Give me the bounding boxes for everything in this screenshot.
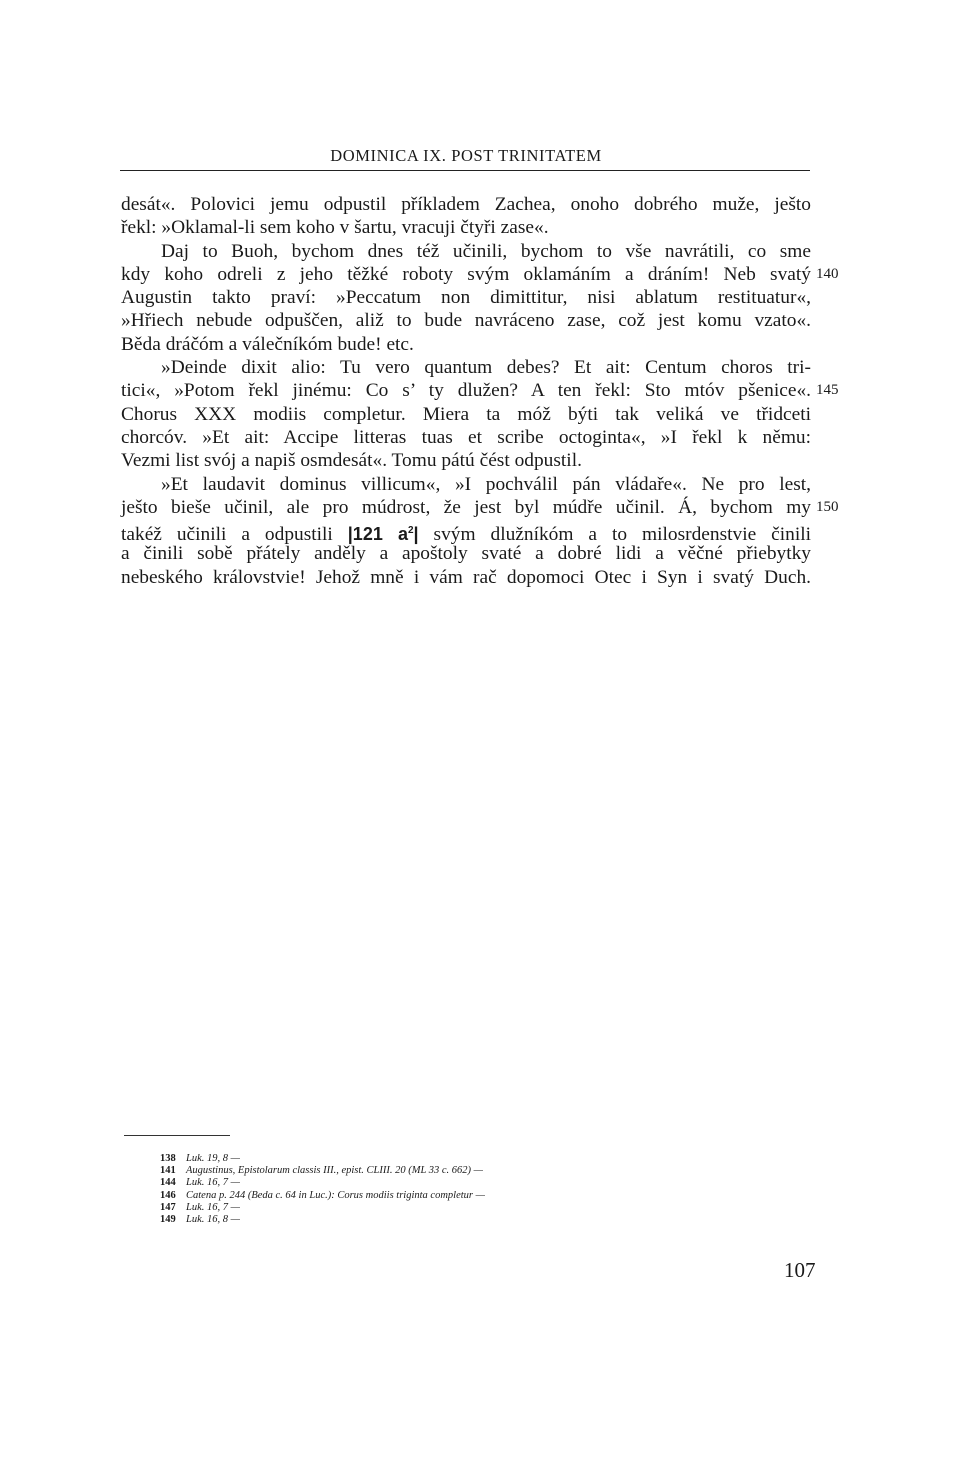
footnote	[160, 1190, 680, 1202]
text-segment: takéž učinili a odpustili	[121, 524, 348, 546]
text-line: Vezmi list svój a napiš osmdesát«. Tomu pátú čést odpustil.	[121, 450, 582, 472]
text-line: desát«. Polovici jemu odpustil příkladem Zachea, onoho dobrého muže, ješto	[121, 194, 811, 215]
footnote-text: Catena p. 244 (Beda c. 64 in Luc.): Corus modiis triginta completur —	[186, 1189, 485, 1201]
running-head: DOMINICA IX. POST TRINITATEM	[330, 146, 602, 165]
text-line: Augustin takto praví: »Peccatum non dimittitur, nisi ablatum restituatur«,	[121, 287, 811, 309]
footnotes	[160, 1153, 680, 1226]
page-number: 107	[784, 1258, 816, 1282]
text-line: tici«, »Potom řekl jinému: Co s’ ty dlužen? A ten řekl: Sto mtóv pšenice«.	[121, 380, 811, 402]
text-line: nebeského královstvie! Jehož mně i vám rač dopomoci Otec i Syn i svatý Duch.	[121, 566, 811, 588]
text-line: a činili sobě přátely anděly a apoštoly svaté a dobré lidi a věčné přiebytky	[121, 543, 811, 565]
footnote-text: Luk. 16, 7 —	[186, 1201, 240, 1213]
text-line: Běda dráčóm a válečníkóm bude! etc.	[121, 333, 414, 355]
text-line	[121, 519, 811, 546]
text-line: řekl: »Oklamal-li sem koho v šartu, vracuji čtyři zase«.	[121, 217, 549, 239]
footnote-text: Luk. 16, 8 —	[186, 1213, 240, 1225]
footnote-text: Luk. 16, 7 —	[186, 1177, 240, 1189]
footnote	[160, 1214, 680, 1226]
footnote-text: Luk. 19, 8 —	[186, 1153, 240, 1164]
footnote-number: 147	[160, 1201, 176, 1213]
line-number: 140	[816, 265, 839, 282]
text-segment: svým dlužníkóm a to milosrdenstvie činili	[418, 524, 811, 546]
text-line: Daj to Buoh, bychom dnes též učinili, bychom to vše navrátili, co sme	[161, 240, 811, 262]
folio-marker: |121 $a^2|$	[347, 524, 419, 545]
text-line: »Hřiech nebude odpuščen, aliž to bude navráceno zase, což jest komu vzato«.	[121, 310, 811, 332]
text-line: kdy koho odreli z jeho těžké roboty svým oklamáním a dráním! Neb svatý	[121, 263, 811, 285]
footnote	[160, 1177, 680, 1189]
text-line: Chorus XXX modiis completur. Miera ta móž býti tak veliká ve třidceti	[121, 403, 811, 425]
text-line: chorcóv. »Et ait: Accipe litteras tuas et scribe octoginta«, »I řekl k němu:	[121, 426, 811, 448]
line-number: 150	[816, 498, 839, 515]
footnote-number: 138	[160, 1153, 176, 1164]
text-line: »Et laudavit dominus villicum«, »I pochválil pán vládaře«. Ne pro lest,	[161, 473, 811, 495]
main-text	[121, 193, 811, 589]
footnote	[160, 1202, 680, 1214]
line-number: 145	[816, 382, 839, 399]
footnote-text: Augustinus, Epistolarum classis III., epist. CLIII. 20 (ML 33 c. 662) —	[186, 1165, 484, 1177]
footnote-rule	[124, 1135, 230, 1136]
footnote-number: 149	[160, 1213, 176, 1225]
footnote-number: 141	[160, 1165, 176, 1177]
header-rule	[120, 170, 810, 171]
footnote-number: 144	[160, 1177, 176, 1189]
text-line: ješto bieše učinil, ale pro múdrost, že jest byl múdře učinil. Á, bychom my	[121, 496, 811, 518]
footnote-number: 146	[160, 1189, 176, 1201]
footnote	[160, 1153, 680, 1165]
footnote	[160, 1165, 680, 1177]
text-line: »Deinde dixit alio: Tu vero quantum debes? Et ait: Centum choros tri-	[161, 357, 811, 379]
